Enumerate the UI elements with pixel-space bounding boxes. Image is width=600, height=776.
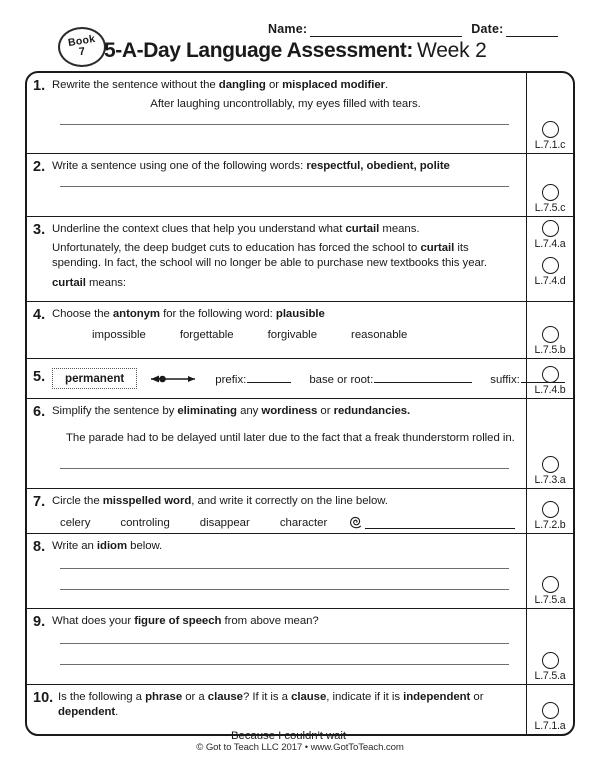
prefix-label: prefix: — [215, 374, 247, 386]
question-row-8 — [27, 534, 573, 609]
standard-checkbox[interactable] — [542, 456, 559, 473]
standard-item-9-1 — [527, 652, 573, 683]
option-choice[interactable]: celery — [60, 517, 91, 530]
question-number-1: 1. — [33, 78, 46, 94]
standard-code: L.7.5.a — [534, 669, 566, 682]
worksheet-header — [0, 0, 600, 72]
standard-item-3-2 — [527, 257, 573, 288]
spiral-icon — [349, 515, 364, 530]
question-sentence-6: The parade had to be delayed until later due to the fact that a freak thunderstorm rolled in. — [66, 432, 515, 445]
base-label: base or root: — [309, 374, 374, 386]
standard-item-1-1 — [527, 121, 573, 152]
standard-item-3-1 — [527, 220, 573, 251]
option-choice[interactable]: forgettable — [179, 329, 234, 342]
base-field — [309, 371, 472, 386]
question-number-10: 10. — [33, 690, 54, 706]
prefix-blank[interactable] — [247, 371, 291, 383]
target-word-box: permanent — [52, 368, 137, 389]
date-label: Date: — [471, 22, 504, 36]
question-prompt-10: Is the following a phrase or a clause? If it is a clause, indicate if it is independent or dependent. — [58, 691, 484, 719]
standard-checkbox[interactable] — [542, 501, 559, 518]
standards-cell-7 — [527, 489, 573, 533]
question-content-3 — [27, 217, 527, 301]
option-choice[interactable]: controling — [120, 517, 170, 530]
answer-line-8a[interactable] — [60, 568, 509, 569]
question-number-8: 8. — [33, 539, 46, 555]
option-choice[interactable]: character — [279, 517, 328, 530]
standards-cell-8 — [527, 534, 573, 608]
questions-sheet — [25, 71, 575, 743]
standards-cell-1 — [527, 73, 573, 153]
question-passage-3: Unfortunately, the deep budget cuts to education has forced the school to curtail its spending. In fact, the school will no longer be able to purchase new textbooks this year. — [52, 242, 487, 270]
suffix-field — [490, 371, 565, 386]
prefix-field — [215, 371, 291, 386]
standards-cell-4 — [527, 302, 573, 358]
standard-item-7-1 — [527, 501, 573, 532]
question-row-2 — [27, 154, 573, 217]
name-input-line[interactable] — [310, 25, 462, 37]
standards-cell-2 — [527, 154, 573, 216]
book-badge-label: Book — [67, 32, 97, 49]
question-number-9: 9. — [33, 614, 46, 630]
answer-line-7[interactable] — [365, 517, 515, 529]
question-prompt-4: Choose the antonym for the following word: plausible — [52, 308, 325, 320]
standard-item-6-1 — [527, 456, 573, 487]
question-row-1 — [27, 73, 573, 154]
option-choice[interactable]: disappear — [199, 517, 250, 530]
question-content-10 — [27, 685, 527, 743]
standard-checkbox[interactable] — [542, 702, 559, 719]
question-sentence-10: Because I couldn't wait — [231, 730, 346, 743]
standard-checkbox[interactable] — [542, 220, 559, 237]
question-number-4: 4. — [33, 307, 46, 323]
option-choice[interactable]: reasonable — [351, 329, 408, 342]
standard-code: L.7.5.c — [534, 201, 566, 214]
page-title-main: 5-A-Day Language Assessment: — [104, 39, 413, 62]
page-title-week: Week 2 — [416, 39, 487, 62]
standard-item-10-1 — [527, 702, 573, 733]
question-followup-3: curtail means: — [52, 276, 127, 289]
question-row-7 — [27, 489, 573, 534]
question-content-7 — [27, 489, 527, 533]
morphology-widget-5 — [52, 366, 519, 389]
standard-checkbox[interactable] — [542, 257, 559, 274]
question-row-6 — [27, 399, 573, 489]
question-prompt-2: Write a sentence using one of the following words: respectful, obedient, polite — [52, 160, 450, 172]
question-number-3: 3. — [33, 222, 46, 238]
standard-checkbox[interactable] — [542, 652, 559, 669]
standard-checkbox[interactable] — [542, 184, 559, 201]
question-content-1 — [27, 73, 527, 153]
question-prompt-6: Simplify the sentence by eliminating any wordiness or redundancies. — [52, 405, 411, 417]
question-content-4 — [27, 302, 527, 358]
question-number-2: 2. — [33, 159, 46, 175]
base-blank[interactable] — [374, 371, 472, 383]
option-choice[interactable]: impossible — [92, 329, 146, 342]
book-badge — [58, 27, 106, 67]
question-options-4 — [52, 329, 519, 341]
standard-checkbox[interactable] — [542, 576, 559, 593]
name-label: Name: — [268, 22, 308, 36]
date-input-line[interactable] — [506, 25, 558, 37]
question-row-5 — [27, 359, 573, 399]
question-prompt-9: What does your figure of speech from above mean? — [52, 615, 319, 627]
question-content-5 — [27, 359, 527, 398]
book-badge-number: 7 — [78, 45, 86, 59]
standard-code: L.7.4.b — [534, 383, 566, 396]
answer-line-9a[interactable] — [60, 643, 509, 644]
question-content-2 — [27, 154, 527, 216]
question-prompt-7: Circle the misspelled word, and write it correctly on the line below. — [52, 495, 388, 507]
standard-code: L.7.5.a — [534, 593, 566, 606]
standards-cell-9 — [527, 609, 573, 684]
question-content-8 — [27, 534, 527, 608]
question-row-9 — [27, 609, 573, 685]
standard-code: L.7.1.a — [534, 719, 566, 732]
question-row-3 — [27, 217, 573, 302]
question-sentence-1: After laughing uncontrollably, my eyes filled with tears. — [150, 98, 421, 111]
standard-code: L.7.4.a — [534, 238, 566, 250]
standards-cell-6 — [527, 399, 573, 488]
option-choice[interactable]: forgivable — [267, 329, 318, 342]
standards-cell-10 — [527, 685, 573, 734]
question-number-7: 7. — [33, 494, 46, 510]
question-prompt-1: Rewrite the sentence without the dangling or misplaced modifier. — [52, 79, 389, 91]
question-number-6: 6. — [33, 404, 46, 420]
standard-code: L.7.4.d — [534, 275, 566, 288]
question-content-6 — [27, 399, 527, 488]
question-options-7 — [52, 515, 519, 529]
standard-item-4-1 — [527, 326, 573, 357]
page-title — [104, 40, 487, 61]
suffix-label: suffix: — [490, 374, 520, 386]
standard-checkbox[interactable] — [542, 121, 559, 138]
suffix-blank[interactable] — [521, 371, 565, 383]
name-date-row — [268, 22, 588, 37]
question-row-10 — [27, 685, 573, 743]
standard-item-8-1 — [527, 576, 573, 607]
standard-code: L.7.2.b — [534, 518, 566, 531]
standard-code: L.7.1.c — [534, 138, 566, 151]
question-prompt-8: Write an idiom below. — [52, 540, 163, 552]
long-arrow-right-icon — [149, 373, 205, 385]
standard-code: L.7.5.b — [534, 343, 566, 356]
question-number-5: 5. — [33, 369, 46, 386]
standard-item-2-1 — [527, 184, 573, 215]
question-prompt-3: Underline the context clues that help you understand what curtail means. — [52, 223, 420, 235]
standard-checkbox[interactable] — [542, 326, 559, 343]
footer-credit: © Got to Teach LLC 2017 • www.GotToTeach.com — [196, 742, 404, 753]
question-content-9 — [27, 609, 527, 684]
question-row-4 — [27, 302, 573, 359]
standard-code: L.7.3.a — [534, 473, 566, 486]
standards-cell-3 — [527, 217, 573, 301]
